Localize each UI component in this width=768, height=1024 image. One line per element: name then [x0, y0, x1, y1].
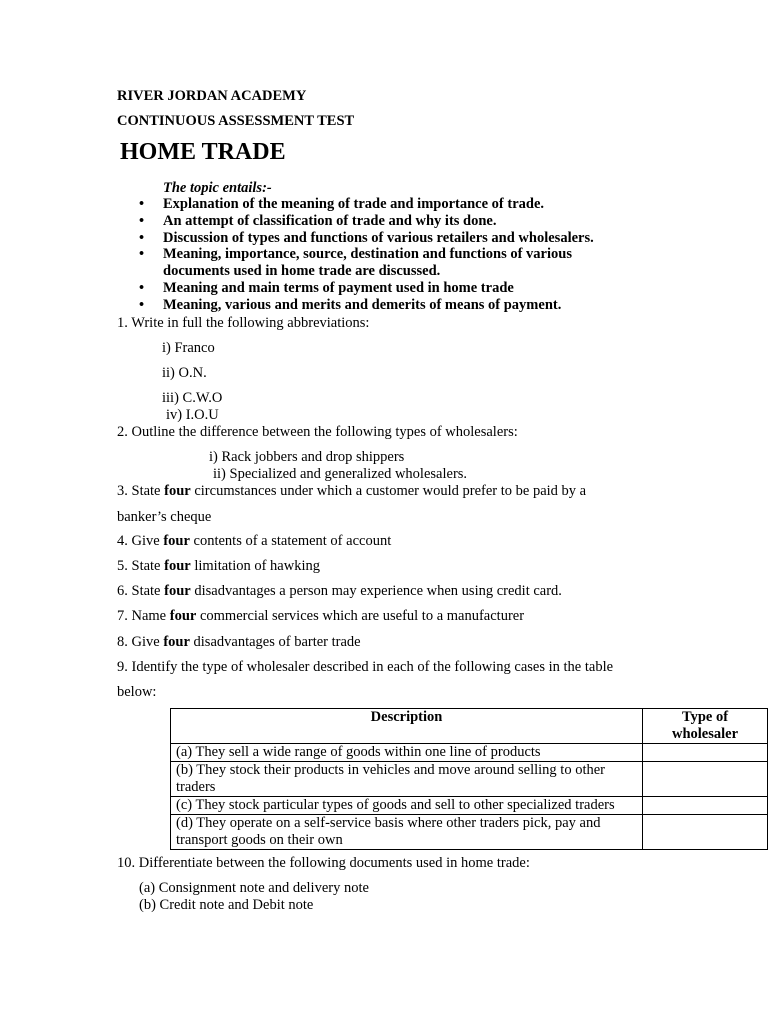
table-row: [171, 815, 768, 850]
q2-item: ii) Specialized and generalized wholesalers.: [213, 466, 468, 482]
bullet-icon: •: [139, 279, 145, 296]
table-row: [171, 744, 768, 762]
list-item: • Meaning and main terms of payment used in home trade: [139, 279, 514, 296]
table-row: [171, 762, 768, 797]
bullet-icon: •: [139, 229, 145, 246]
list-item: • Meaning, various and merits and demerits of means of payment.: [139, 296, 562, 313]
q1-item: iv) I.O.U: [166, 407, 219, 423]
bullet-icon: •: [139, 296, 145, 313]
question-1: 1. Write in full the following abbreviations:: [117, 315, 370, 331]
bullet-icon: •: [139, 246, 145, 263]
question-9: 9. Identify the type of wholesaler described in each of the following cases in the table: [117, 659, 614, 675]
table-cell-description: (b) They stock their products in vehicles and move around selling to other traders: [171, 762, 643, 797]
table-row: [171, 797, 768, 815]
list-item: • Meaning, importance, source, destination and functions of various documents used in home trade are discussed.: [139, 246, 572, 280]
list-item: • An attempt of classification of trade and why its done.: [139, 212, 497, 229]
topic-intro: The topic entails:-: [163, 180, 272, 196]
question-7: 7. Name four commercial services which are useful to a manufacturer: [117, 608, 525, 624]
list-item: • Discussion of types and functions of various retailers and wholesalers.: [139, 229, 594, 246]
table-cell-type[interactable]: [643, 744, 768, 762]
page-title: HOME TRADE: [120, 139, 286, 165]
table-cell-type[interactable]: [643, 762, 768, 797]
question-2: 2. Outline the difference between the following types of wholesalers:: [117, 424, 518, 440]
list-item: • Explanation of the meaning of trade and importance of trade.: [139, 196, 545, 212]
topic-list: [136, 196, 656, 314]
question-3-line-2: banker’s cheque: [117, 509, 212, 525]
table-cell-description: (a) They sell a wide range of goods within one line of products: [171, 744, 643, 762]
table-cell-type[interactable]: [643, 797, 768, 815]
question-5: 5. State four limitation of hawking: [117, 558, 320, 574]
column-header-type: Type of wholesaler: [643, 709, 768, 744]
table-cell-type[interactable]: [643, 815, 768, 850]
question-3: 3. State four circumstances under which a customer would prefer to be paid by a: [117, 483, 587, 499]
q2-item: i) Rack jobbers and drop shippers: [209, 449, 405, 465]
bullet-icon: •: [139, 212, 145, 229]
question-8: 8. Give four disadvantages of barter trade: [117, 634, 361, 650]
school-name: RIVER JORDAN ACADEMY: [117, 88, 307, 104]
q1-item: i) Franco: [162, 340, 215, 356]
column-header-description: Description: [171, 709, 643, 744]
q1-item: iii) C.W.O: [162, 390, 223, 406]
wholesaler-table: [170, 708, 768, 850]
table-cell-description: (d) They operate on a self-service basis where other traders pick, pay and transport goods on their own: [171, 815, 643, 850]
question-10: 10. Differentiate between the following documents used in home trade:: [117, 855, 530, 871]
table-header-row: [171, 709, 768, 744]
test-name: CONTINUOUS ASSESSMENT TEST: [117, 113, 355, 129]
question-4: 4. Give four contents of a statement of account: [117, 533, 392, 549]
q10-item: (b) Credit note and Debit note: [139, 897, 314, 913]
q10-item: (a) Consignment note and delivery note: [139, 880, 369, 896]
bullet-icon: •: [139, 196, 145, 212]
question-6: 6. State four disadvantages a person may experience when using credit card.: [117, 583, 562, 599]
question-9-line-2: below:: [117, 684, 157, 700]
q1-item: ii) O.N.: [162, 365, 207, 381]
table-cell-description: (c) They stock particular types of goods and sell to other specialized traders: [171, 797, 643, 815]
